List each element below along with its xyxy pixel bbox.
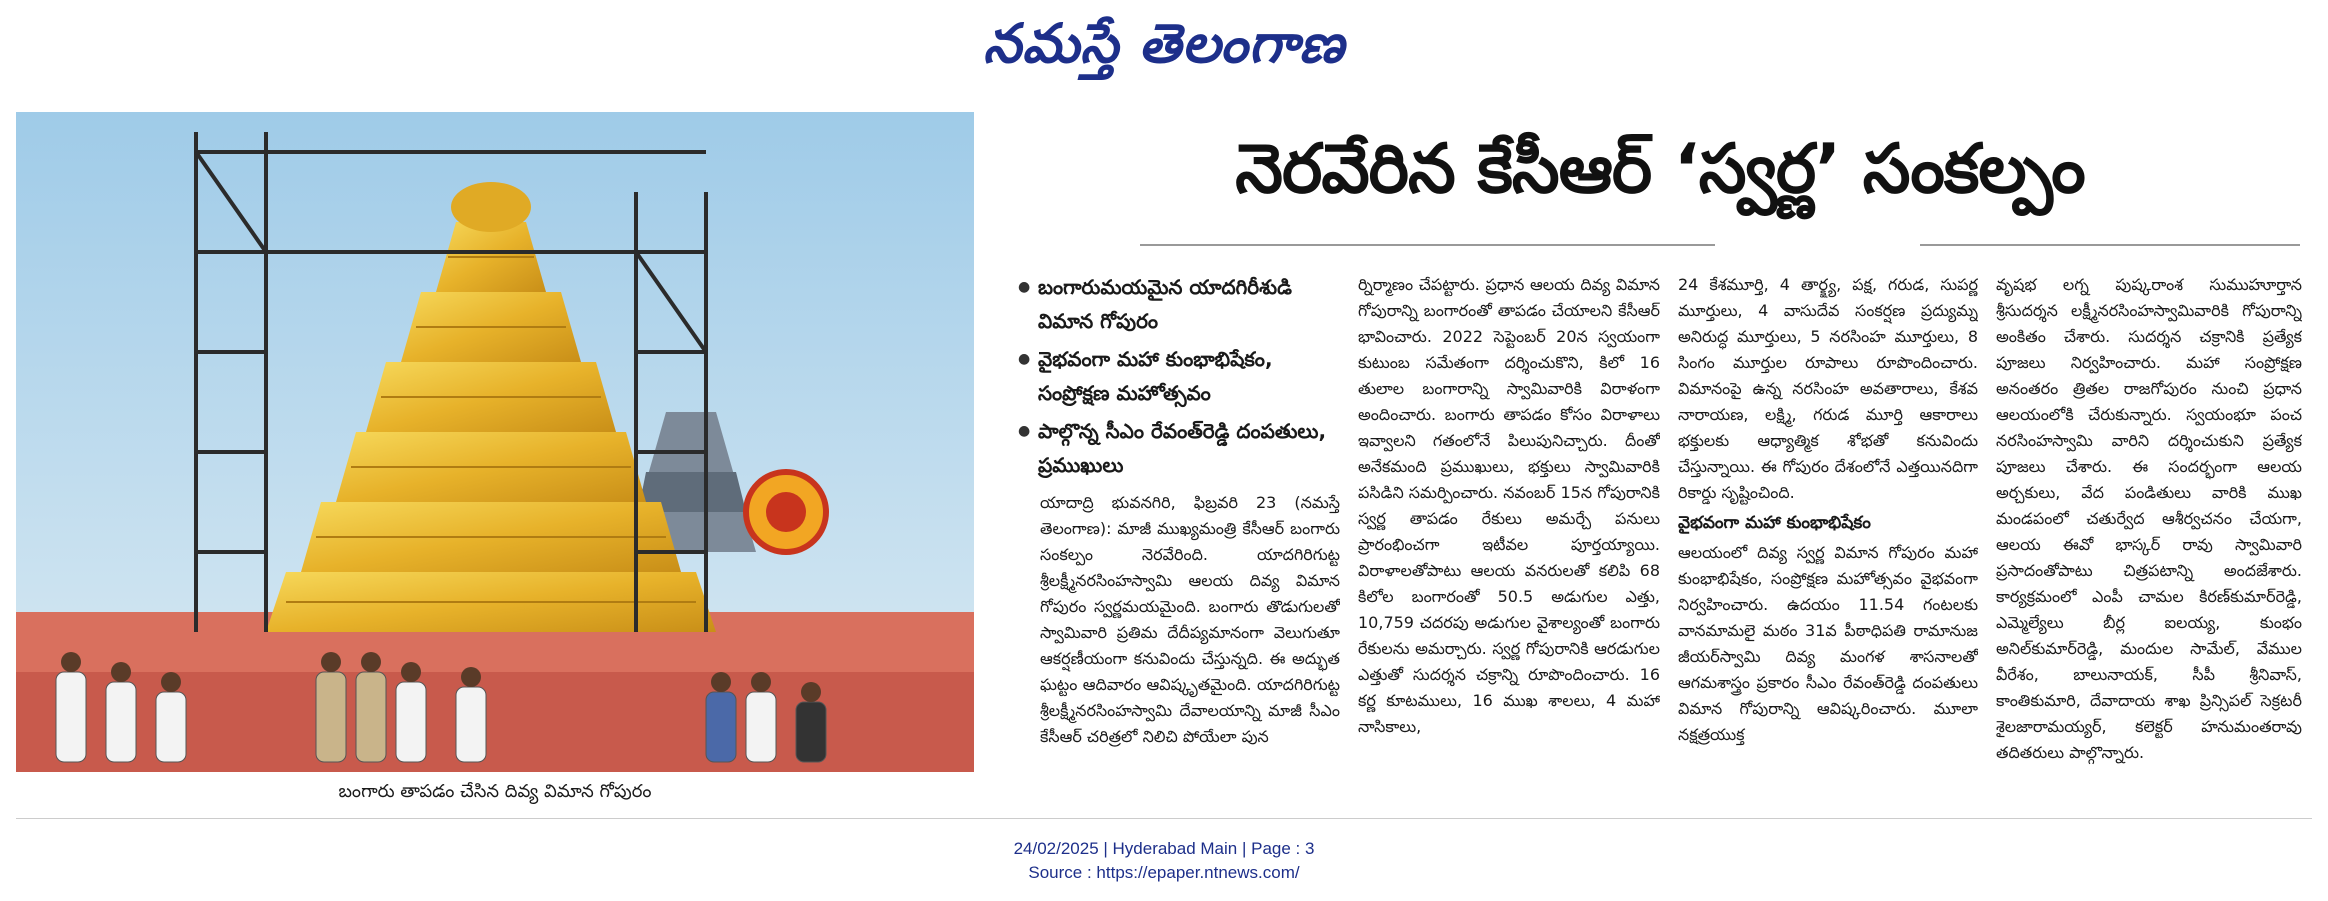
article-column-1	[1040, 490, 1340, 810]
column-text: ఆలయంలో దివ్య స్వర్ణ విమాన గోపురం మహా కుంభాభిషేకం, సంప్రోక్షణ మహోత్సవం వైభవంగా నిర్వహించారు. ఉదయం 11.54 గంటలకు వానమామలై మఠం 31వ పీఠాధిపతి రామానుజ జీయర్‌స్వామి దివ్య మంగళ శాసనాలతో ఆగమశాస్త్రం ప్రకారం సీఎం రేవంత్‌రెడ్డి దంపతులు విమాన గోపురాన్ని ఆవిష్కరించారు. మూలా నక్షత్రయుక్త	[1678, 543, 1978, 744]
column-text: వృషభ లగ్న పుష్కరాంశ సుముహూర్తాన శ్రీసుదర్శన లక్ష్మీనరసింహస్వామివారికి గోపురాన్ని అంకితం చేశారు. సుదర్శన చక్రానికి ప్రత్యేక పూజలు నిర్వహించారు. మహా సంప్రోక్షణ అనంతరం త్రితల రాజగోపురం నుంచి ప్రధాన ఆలయంలోకి చేరుకున్నారు. స్వయంభూ పంచ నరసింహస్వామి వారిని దర్శించుకుని ప్రత్యేక పూజలు చేశారు. ఈ సందర్భంగా ఆలయ అర్చకులు, వేద పండితులు వారికి ముఖ మండపంలో చతుర్వేద ఆశీర్వచనం చేయగా, ఆలయ ఈవో భాస్కర్ రావు స్వామివారి ప్రసాదంతోపాటు చిత్రపటాన్ని అందజేశారు. కార్యక్రమంలో ఎంపీ చామల కిరణ్‌కుమార్‌రెడ్డి, ఎమ్మెల్యేలు బీర్ల ఐలయ్య, కుంభం అనిల్‌కుమార్‌రెడ్డి, మందుల సామేల్, వేముల వీరేశం, బాలునాయక్, సీపీ శ్రీనివాస్, కాంతికుమారి, దేవాదాయ శాఖ ప్రిన్సిపల్ సెక్రటరీ శైలజారామయ్యర్, కలెక్టర్ హనుమంతరావు తదితరులు పాల్గొన్నారు.	[1996, 275, 2302, 762]
bullet-item: ● బంగారుమయమైన యాదగిరీశుడి విమాన గోపురం	[1018, 270, 1336, 338]
highlight-bullets	[1018, 270, 1336, 486]
footer-divider	[16, 818, 2312, 819]
article-column-3	[1678, 272, 1978, 812]
bullet-item: ● వైభవంగా మహా కుంభాభిషేకం, సంప్రోక్షణ మహోత్సవం	[1018, 342, 1336, 410]
headline: నెరవేరిన కేసీఆర్ ‘స్వర్ణ’ సంకల్పం	[1235, 130, 2085, 209]
headline-rule-right	[1920, 244, 2300, 246]
subheading: వైభవంగా మహా కుంభాభిషేకం	[1678, 513, 1871, 533]
column-text: 24 కేశమూర్తి, 4 తార్క్ష్య, పక్ష, గరుడ, సుపర్ణ మూర్తులు, 4 వాసుదేవ సంకర్షణ ప్రద్యుమ్న అనిరుద్ధ మూర్తులు, 5 నరసింహ మూర్తులు, 8 సింగం మూర్తుల రూపాలు రూపొందించారు. విమానంపై ఉన్న నరసింహ అవతారాలు, కేశవ నారాయణ, లక్ష్మి, గరుడ మూర్తి ఆకారాలు భక్తులకు ఆధ్యాత్మిక శోభతో కనువిందు చేస్తున్నాయి. ఈ గోపురం దేశంలోనే ఎత్తయినదిగా రికార్డు సృష్టించింది.	[1678, 275, 1978, 502]
temple-gopuram-photo	[16, 112, 974, 772]
article-column-4	[1996, 272, 2302, 812]
headline-rule-left	[1140, 244, 1715, 246]
photo-caption: బంగారు తాపడం చేసిన దివ్య విమాన గోపురం	[338, 781, 652, 802]
article-column-2	[1358, 272, 1660, 812]
footer-source: Source : https://epaper.ntnews.com/	[1028, 863, 1300, 882]
footer-dateline: 24/02/2025 | Hyderabad Main | Page : 3	[1013, 839, 1315, 858]
bullet-item: ● పాల్గొన్న సీఎం రేవంత్‌రెడ్డి దంపతులు, ప్రముఖులు	[1018, 414, 1336, 482]
masthead-logo: నమస్తే తెలంగాణ	[983, 11, 1345, 75]
column-text: యాదాద్రి భువనగిరి, ఫిబ్రవరి 23 (నమస్తే తెలంగాణ): మాజీ ముఖ్యమంత్రి కేసీఆర్ బంగారు సంకల్పం నెరవేరింది. యాదగిరిగుట్ట శ్రీలక్ష్మీనరసింహస్వామి ఆలయ దివ్య విమాన గోపురం స్వర్ణమయమైంది. బంగారు తొడుగులతో స్వామివారి ప్రతిమ దేదీప్యమానంగా వెలుగుతూ ఆకర్షణీయంగా కనువిందు చేస్తున్నది. ఈ అద్భుత ఘట్టం ఆదివారం ఆవిష్కృతమైంది. యాదగిరిగుట్ట శ్రీలక్ష్మీనరసింహస్వామి దేవాలయాన్ని మాజీ సీఎం కేసీఆర్ చరిత్రలో నిలిచి పోయేలా పున	[1040, 493, 1340, 746]
column-text: ర్నిర్మాణం చేపట్టారు. ప్రధాన ఆలయ దివ్య విమాన గోపురాన్ని బంగారంతో తాపడం చేయాలని కేసీఆర్ భావించారు. 2022 సెప్టెంబర్ 20న స్వయంగా కుటుంబ సమేతంగా దర్శించుకొని, కిలో 16 తులాల బంగారాన్ని స్వామివారికి విరాళంగా అందించారు. బంగారు తాపడం కోసం విరాళాలు ఇవ్వాలని గతంలోనే పిలుపునిచ్చారు. దీంతో అనేకమంది ప్రముఖులు, భక్తులు స్వామివారికి పసిడిని సమర్పించారు. నవంబర్ 15న గోపురానికి స్వర్ణ తాపడం రేకులు అమర్చే పనులు ప్రారంభించగా ఇటీవల పూర్తయ్యాయి. విరాళాలతోపాటు ఆలయ వనరులతో కలిపి 68 కిలోల బంగారంతో 50.5 అడుగుల ఎత్తు, 10,759 చదరపు అడుగుల వైశాల్యంతో బంగారు రేకులను అమర్చారు. స్వర్ణ గోపురానికి ఆరడుగుల ఎత్తుతో సుదర్శన చక్రాన్ని రూపొందించారు. 16 కర్ణ కూటములు, 16 ముఖ శాలలు, 4 మహా నాసికాలు,	[1358, 275, 1660, 736]
